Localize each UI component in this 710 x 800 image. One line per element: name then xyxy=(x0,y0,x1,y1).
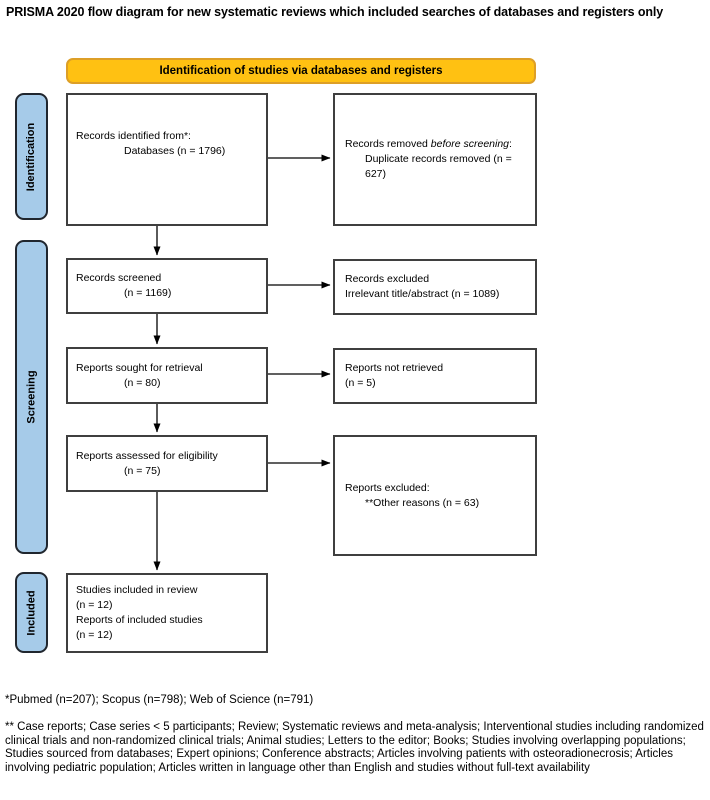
banner-label: Identification of studies via databases and registers xyxy=(159,65,443,77)
box-line: Records identified from*: xyxy=(76,130,191,142)
box-line: Reports sought for retrieval xyxy=(76,361,203,374)
box-line: (n = 75) xyxy=(124,464,161,477)
box-records-screened xyxy=(66,258,268,314)
box-reports-assessed xyxy=(66,435,268,492)
page-title: PRISMA 2020 flow diagram for new systematic reviews which included searches of databases and registers only xyxy=(6,5,664,19)
box-line: (n = 5) xyxy=(345,377,376,389)
box-records-identified xyxy=(66,93,268,226)
box-line: Records excluded xyxy=(345,273,430,285)
box-records-removed xyxy=(333,93,537,226)
stage-included xyxy=(15,572,48,653)
box-line: **Other reasons (n = 63) xyxy=(365,496,480,509)
box-line: Reports assessed for eligibility xyxy=(76,449,218,462)
stage-included-label: Included xyxy=(25,589,38,636)
box-line: Records screened xyxy=(76,272,162,284)
box-reports-excluded xyxy=(333,435,537,556)
box-line: Duplicate records removed (n = 627) xyxy=(365,153,512,180)
box-line: Reports not retrieved xyxy=(345,362,444,374)
box-records-excluded xyxy=(333,259,537,315)
stage-screening-label: Screening xyxy=(25,370,38,424)
box-studies-included xyxy=(66,573,268,653)
box-reports-not-retrieved xyxy=(333,348,537,404)
italic-phrase: before screening xyxy=(430,138,510,150)
stage-identification xyxy=(15,93,48,220)
stage-screening xyxy=(15,240,48,554)
banner xyxy=(66,58,536,84)
footnote-exclusion-reasons: ** Case reports; Case series < 5 participants; Review; Systematic reviews and meta-analysis; Interventional studies including randomized clinical trials and non-randomized clinical trials; Animal studies; Letters to the editor; Books; Studies involving overlapping populations; Studies sourced from databases; Expert opinions; Conference abstracts; Articles involving patients with osteoradionecrosis; Articles involving pediatric population; Articles written in language other than English and studies without full-text availability xyxy=(5,721,704,774)
box-line: (n = 80) xyxy=(124,376,161,389)
box-line: Irrelevant title/abstract (n = 1089) xyxy=(345,288,500,300)
box-line: Databases (n = 1796) xyxy=(124,145,226,157)
box-line: Reports excluded: xyxy=(345,481,430,494)
box-line: (n = 12) xyxy=(76,629,113,641)
box-reports-sought xyxy=(66,347,268,404)
box-line: (n = 1169) xyxy=(124,287,172,299)
box-line: Reports of included studies xyxy=(76,614,203,626)
box-line: Studies included in review xyxy=(76,584,198,596)
stage-identification-label: Identification xyxy=(25,122,38,191)
box-line: Records removed before screening: xyxy=(345,138,512,150)
box-line: (n = 12) xyxy=(76,599,113,611)
footnote-databases: *Pubmed (n=207); Scopus (n=798); Web of Science (n=791) xyxy=(5,694,314,706)
